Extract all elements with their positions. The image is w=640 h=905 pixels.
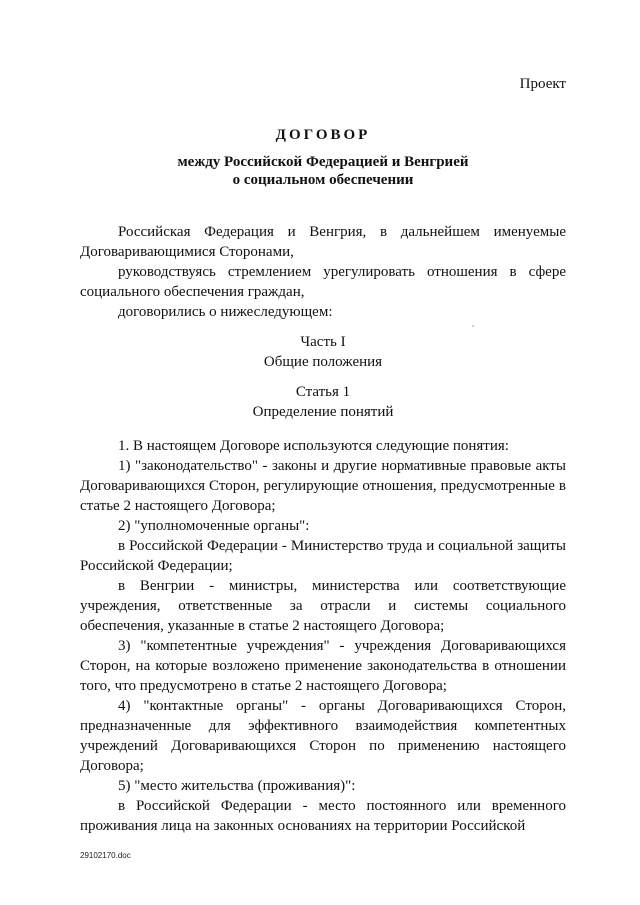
document-title: ДОГОВОР [275, 127, 371, 143]
document-title-block [80, 126, 566, 189]
part-heading: Общие положения [263, 354, 383, 370]
preamble-paragraph-1: Российская Федерация и Венгрия, в дальнейшем именуемые Договаривающимися Сторонами, [80, 224, 566, 260]
preamble-paragraph-3: договорились о нижеследующем: [118, 304, 333, 320]
document-file-id: 29102170.doc [80, 851, 131, 860]
document-subtitle-line-2: о социальном обеспечении [232, 172, 414, 188]
definition-authorized-bodies-russia: в Российской Федерации - Министерство труда и социальной защиты Российской Федерации; [80, 538, 566, 574]
document-subtitle-line-1: между Российской Федерацией и Венгрией [177, 154, 469, 170]
part-number: Часть I [300, 334, 346, 350]
definition-legislation: 1) "законодательство" - законы и другие нормативные правовые акты Договаривающихся Сторон, регулирующие отношения, предусмотренные в статье 2 настоящего Договора; [80, 458, 566, 514]
article-clause-1: 1. В настоящем Договоре используются следующие понятия: [118, 438, 509, 454]
definition-competent-institutions: 3) "компетентные учреждения" - учреждения Договаривающихся Сторон, на которые возложено применение законодательства в отношении того, что предусмотрено в статье 2 настоящего Договора; [80, 638, 566, 694]
definition-residence-russia: в Российской Федерации - место постоянного или временного проживания лица на законных основаниях на территории Российской [80, 798, 566, 834]
definition-authorized-bodies-hungary: в Венгрии - министры, министерства или соответствующие учреждения, ответственные за отрасли и системы социального обеспечения, указанные в статье 2 настоящего Договора; [80, 578, 566, 634]
document-body [80, 222, 566, 836]
article-number: Статья 1 [295, 384, 351, 400]
definition-authorized-bodies: 2) "уполномоченные органы": [118, 518, 310, 534]
article-heading: Определение понятий [252, 404, 394, 420]
draft-status-label: Проект [519, 76, 566, 92]
definition-residence: 5) "место жительства (проживания)": [118, 778, 356, 794]
definition-contact-bodies: 4) "контактные органы" - органы Договаривающихся Сторон, предназначенные для эффективного взаимодействия компетентных учреждений Договаривающихся Сторон по применению настоящего Договора; [80, 698, 566, 774]
preamble-paragraph-2: руководствуясь стремлением урегулировать отношения в сфере социального обеспечения граждан, [80, 264, 566, 300]
